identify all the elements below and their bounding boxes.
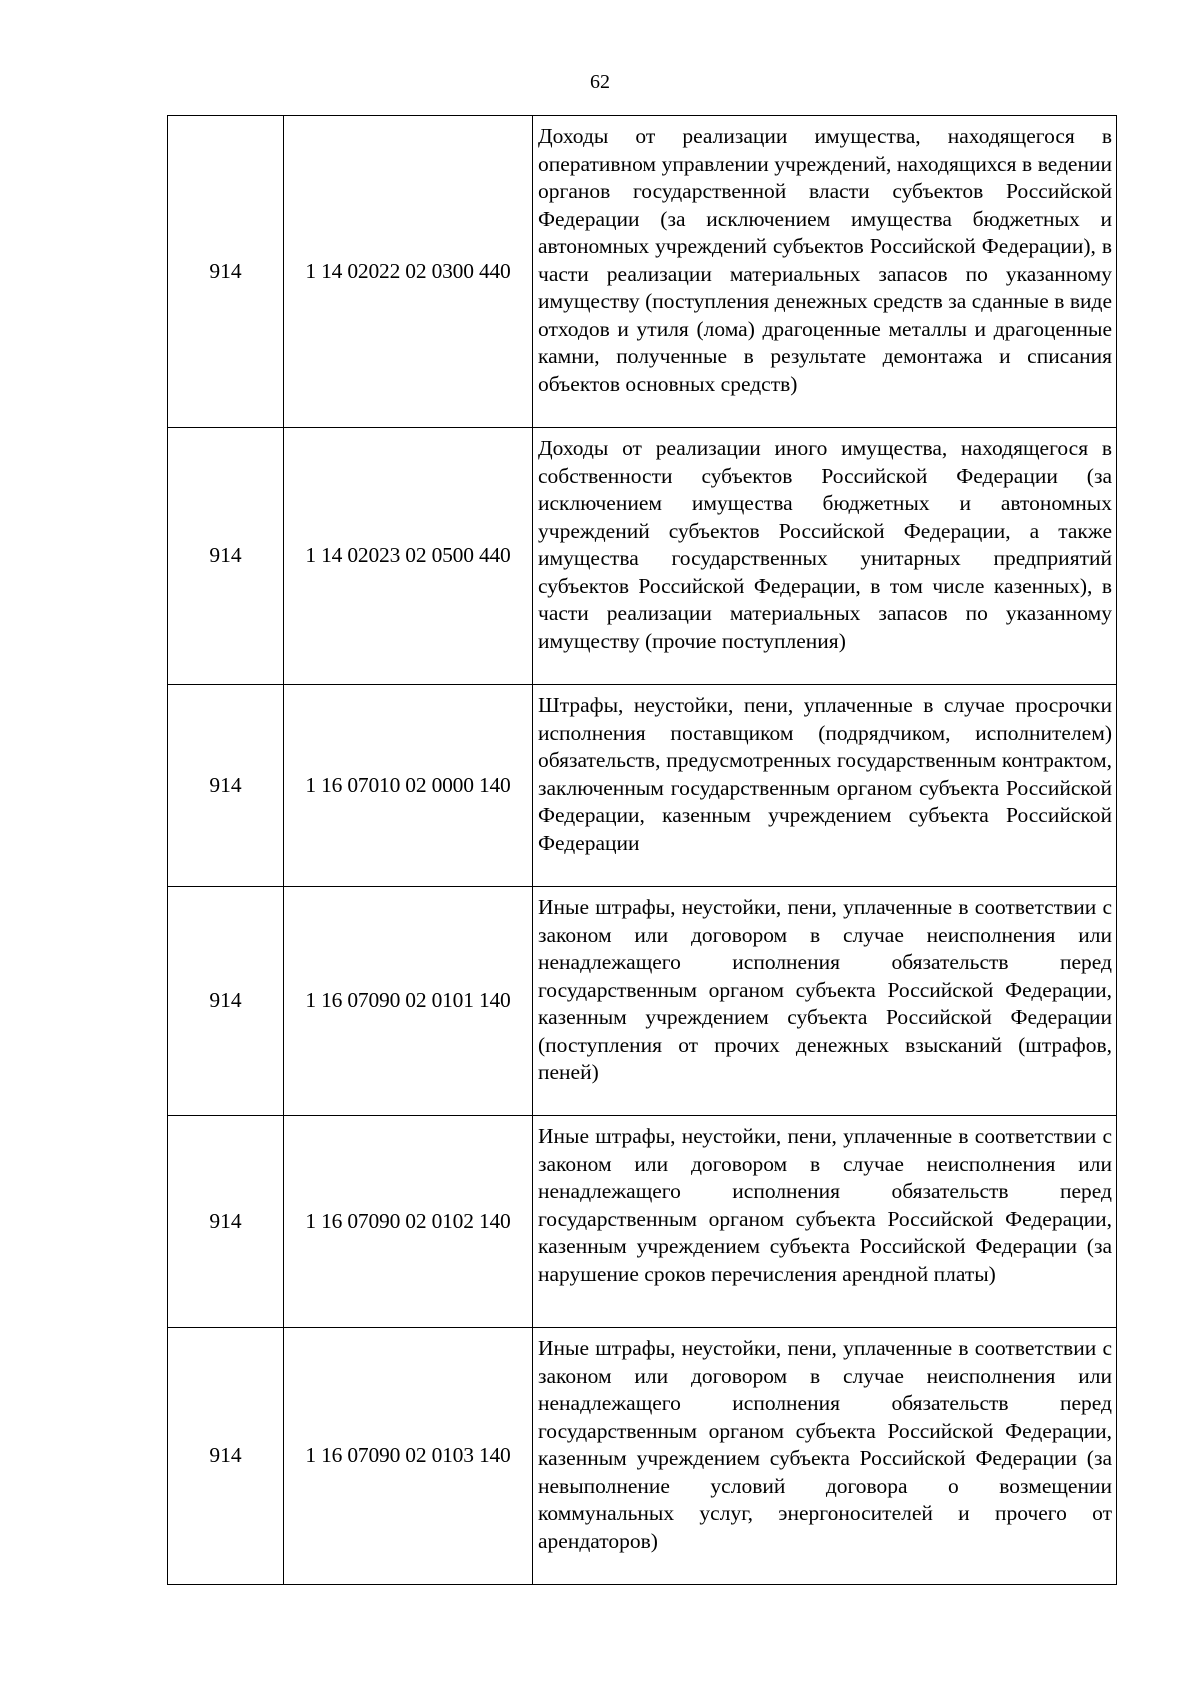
table-row [168, 1116, 1117, 1328]
table-row [168, 685, 1117, 887]
budget-code-cell: 1 14 02023 02 0500 440 [284, 428, 533, 685]
description-cell: Доходы от реализации имущества, находящегося в оперативном управлении учреждений, находящихся в ведении органов государственной власти субъектов Российской Федерации (за исключением имущества бюджетных и автономных учреждений субъектов Российской Федерации), в части реализации материальных запасов по указанному имуществу (поступления денежных средств за сданные в виде отходов и утиля (лома) драгоценные металлы и драгоценные камни, полученные в результате демонтажа и списания объектов основных средств) [533, 116, 1117, 428]
description-cell: Иные штрафы, неустойки, пени, уплаченные в соответствии с законом или договором в случае неисполнения или ненадлежащего исполнения обязательств перед государственным органом субъекта Российской Федерации, казенным учреждением субъекта Российской Федерации (за нарушение сроков перечисления арендной платы) [533, 1116, 1117, 1328]
budget-code-cell: 1 16 07010 02 0000 140 [284, 685, 533, 887]
budget-code-cell: 1 16 07090 02 0103 140 [284, 1328, 533, 1585]
description-cell: Штрафы, неустойки, пени, уплаченные в случае просрочки исполнения поставщиком (подрядчиком, исполнителем) обязательств, предусмотренных государственным контрактом, заключенным государственным органом субъекта Российской Федерации, казенным учреждением субъекта Российской Федерации [533, 685, 1117, 887]
table-row [168, 1328, 1117, 1585]
page-number: 62 [590, 71, 610, 93]
budget-code-cell: 1 16 07090 02 0101 140 [284, 887, 533, 1116]
budget-code-cell: 1 16 07090 02 0102 140 [284, 1116, 533, 1328]
admin-code-cell: 914 [168, 685, 284, 887]
table-row [168, 887, 1117, 1116]
admin-code-cell: 914 [168, 1116, 284, 1328]
description-cell: Иные штрафы, неустойки, пени, уплаченные в соответствии с законом или договором в случае неисполнения или ненадлежащего исполнения обязательств перед государственным органом субъекта Российской Федерации, казенным учреждением субъекта Российской Федерации (за невыполнение условий договора о возмещении коммунальных услуг, энергоносителей и прочего от арендаторов) [533, 1328, 1117, 1585]
admin-code-cell: 914 [168, 116, 284, 428]
table-row [168, 428, 1117, 685]
table-row [168, 116, 1117, 428]
budget-codes-table [167, 115, 1117, 1585]
admin-code-cell: 914 [168, 428, 284, 685]
budget-code-cell: 1 14 02022 02 0300 440 [284, 116, 533, 428]
admin-code-cell: 914 [168, 887, 284, 1116]
admin-code-cell: 914 [168, 1328, 284, 1585]
description-cell: Иные штрафы, неустойки, пени, уплаченные в соответствии с законом или договором в случае неисполнения или ненадлежащего исполнения обязательств перед государственным органом субъекта Российской Федерации, казенным учреждением субъекта Российской Федерации (поступления от прочих денежных взысканий (штрафов, пеней) [533, 887, 1117, 1116]
description-cell: Доходы от реализации иного имущества, находящегося в собственности субъектов Российской Федерации (за исключением имущества бюджетных и автономных учреждений субъектов Российской Федерации, а также имущества государственных унитарных предприятий субъектов Российской Федерации, в том числе казенных), в части реализации материальных запасов по указанному имуществу (прочие поступления) [533, 428, 1117, 685]
